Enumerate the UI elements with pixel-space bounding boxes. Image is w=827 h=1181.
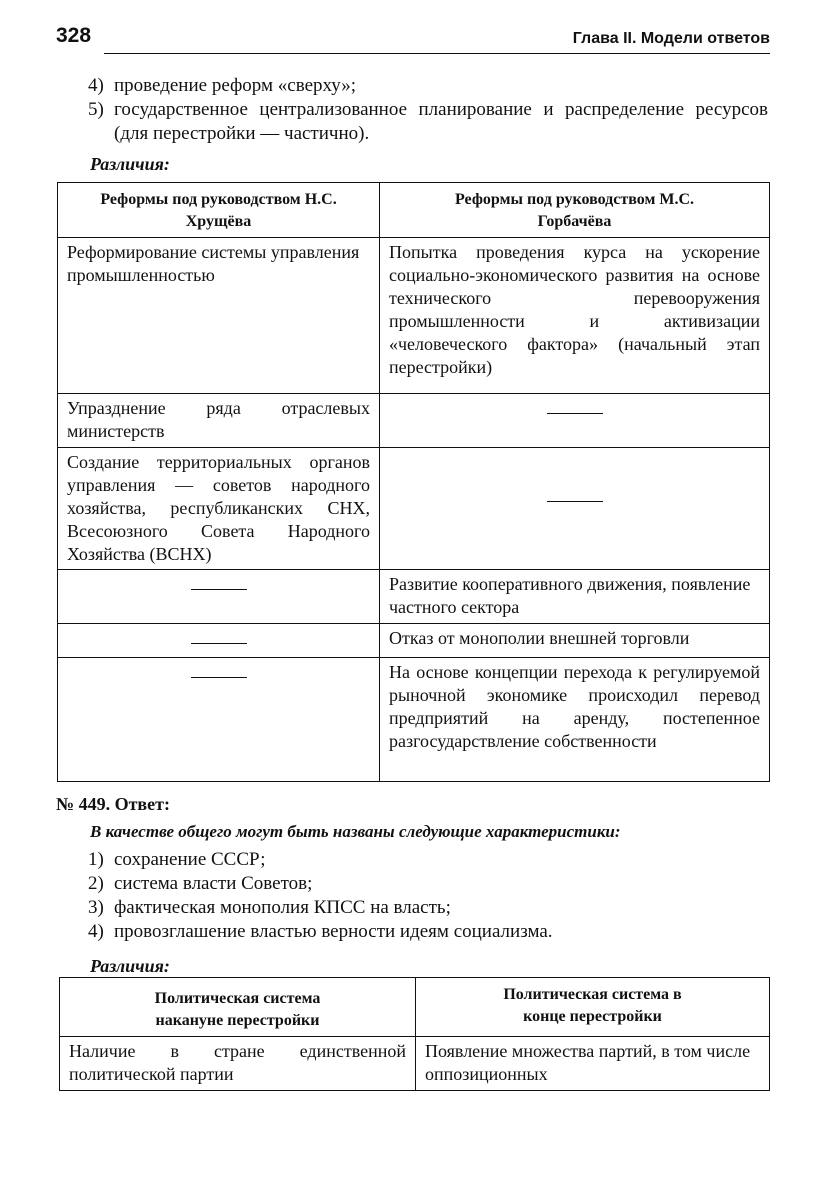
table-row (58, 238, 770, 394)
list-item (88, 872, 768, 896)
list-item-number: 2) (88, 873, 104, 894)
list-item-number: 1) (88, 849, 104, 870)
list-item-number: 5) (88, 99, 104, 120)
list-item-text: провозглашение властью верности идеям социализма. (114, 921, 553, 942)
table-cell: На основе концепции перехода к регулируемой рыночной экономике происходил перевод предприятий на аренду, постепенное разгосударствление собственности (380, 658, 770, 782)
table-cell: Отказ от монополии внешней торговли (380, 624, 770, 658)
column-header-gorbachev: Реформы под руководством М.С. Горбачёва (380, 183, 770, 238)
table-row (58, 570, 770, 624)
table-header-row (60, 978, 770, 1037)
list-item (88, 848, 768, 872)
table-cell-dash (58, 570, 380, 624)
list-item-text: фактическая монополия КПСС на власть; (114, 897, 451, 918)
answer-title: № 449. Ответ: (56, 794, 170, 814)
empty-cell-dash (547, 501, 603, 502)
general-characteristics-intro: В качестве общего могут быть названы следующие характеристики: (90, 822, 621, 841)
column-header-after: Политическая система в конце перестройки (416, 978, 770, 1037)
table-cell-dash (380, 448, 770, 570)
list-item-text: сохранение СССР; (114, 849, 266, 870)
table-row (58, 394, 770, 448)
table-cell: Создание территориальных органов управления — советов народного хозяйства, республиканских СНХ, Всесоюзного Совета Народного Хозяйства (ВСНХ) (58, 448, 380, 570)
general-characteristics-list (88, 848, 768, 944)
table-row (58, 658, 770, 782)
page-number: 328 (56, 24, 92, 47)
list-item-text: проведение реформ «сверху»; (114, 75, 357, 96)
list-item-text: государственное централизованное планирование и распределение ресурсов (для перестройки — частично). (114, 99, 768, 144)
column-header-khrushchev: Реформы под руководством Н.С. Хрущёва (58, 183, 380, 238)
empty-cell-dash (547, 413, 603, 414)
empty-cell-dash (191, 677, 247, 678)
similarities-list-continued (88, 74, 768, 146)
list-item-number: 3) (88, 897, 104, 918)
table-row (58, 624, 770, 658)
table-cell-dash (58, 624, 380, 658)
table-cell: Развитие кооперативного движения, появление частного сектора (380, 570, 770, 624)
table-cell: Наличие в стране единственной политической партии (60, 1037, 416, 1091)
empty-cell-dash (191, 643, 247, 644)
differences-label: Различия: (90, 956, 170, 976)
table-row (60, 1037, 770, 1091)
table-cell: Упразднение ряда отраслевых министерств (58, 394, 380, 448)
list-item-number: 4) (88, 921, 104, 942)
list-item (88, 896, 768, 920)
list-item-number: 4) (88, 75, 104, 96)
list-item (88, 98, 768, 146)
differences-label: Различия: (90, 154, 170, 174)
empty-cell-dash (191, 589, 247, 590)
table-cell-dash (380, 394, 770, 448)
list-item (88, 920, 768, 944)
table-cell: Появление множества партий, в том числе оппозиционных (416, 1037, 770, 1091)
page-header (56, 22, 770, 56)
table-header-row (58, 183, 770, 238)
list-item-text: система власти Советов; (114, 873, 313, 894)
column-header-before: Политическая система накануне перестройки (60, 978, 416, 1037)
chapter-title: Глава II. Модели ответов (572, 30, 770, 47)
political-system-comparison-table (59, 977, 770, 1091)
table-cell-dash (58, 658, 380, 782)
table-cell: Реформирование системы управления промышленностью (58, 238, 380, 394)
table-cell: Попытка проведения курса на ускорение социально-экономического развития на основе технического перевооружения промышленности и активизации «человеческого фактора» (начальный этап перестройки) (380, 238, 770, 394)
list-item (88, 74, 768, 98)
table-row (58, 448, 770, 570)
reforms-comparison-table (57, 182, 770, 782)
header-rule (104, 53, 770, 54)
